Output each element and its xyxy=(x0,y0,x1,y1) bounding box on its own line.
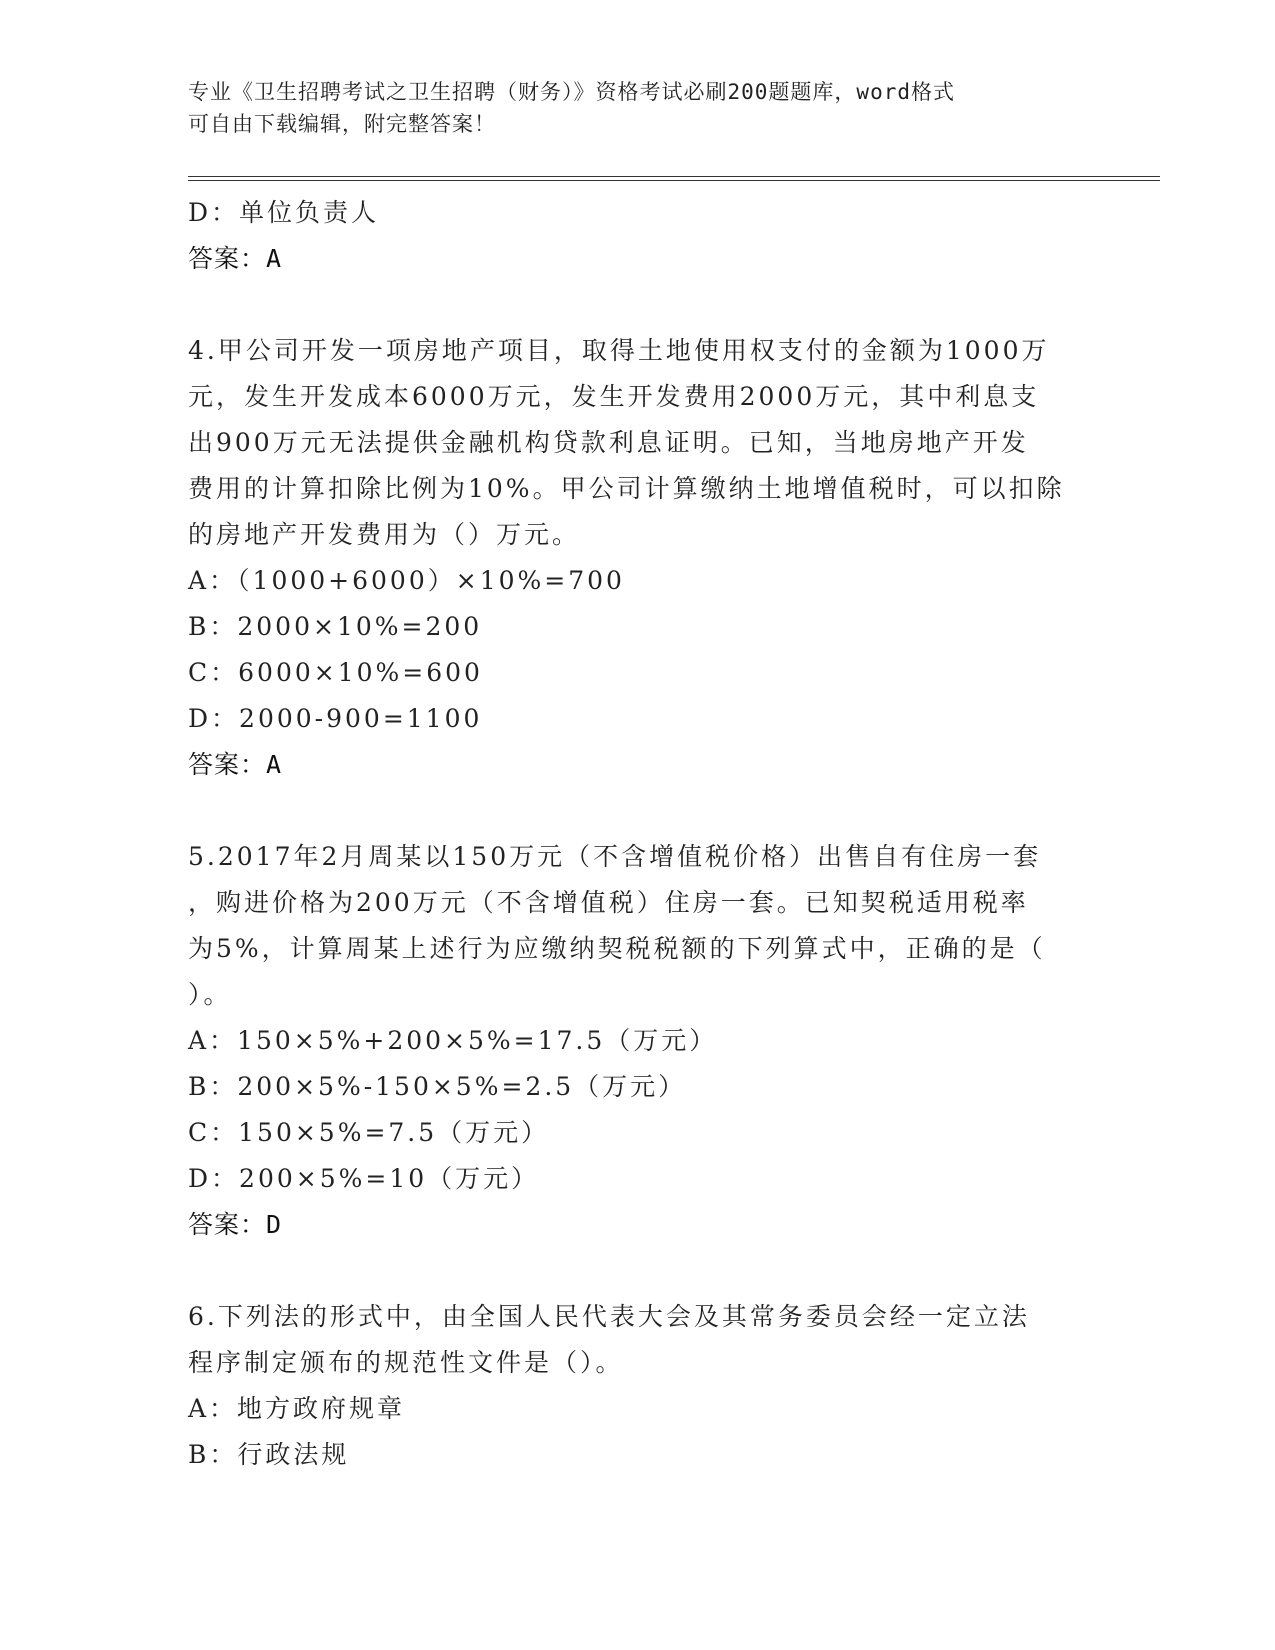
document-body xyxy=(188,190,1088,1478)
question-5-option-b: B：200×5%-150×5%=2.5（万元） xyxy=(188,1072,687,1101)
question-5-option-d: D：200×5%=10（万元） xyxy=(188,1164,540,1193)
question-4-text-line: 出900万元无法提供金融机构贷款利息证明。已知，当地房地产开发 xyxy=(188,428,1029,457)
question-4-text-line: 元，发生开发成本6000万元，发生开发费用2000万元，其中利息支 xyxy=(188,382,1040,411)
question-6-text-line: 程序制定颁布的规范性文件是（）。 xyxy=(188,1348,624,1377)
question-4 xyxy=(188,328,1088,788)
prev-question-option-d: D：单位负责人 xyxy=(188,198,380,227)
question-5-option-a: A：150×5%+200×5%=17.5（万元） xyxy=(188,1026,718,1055)
question-6-option-a: A：地方政府规章 xyxy=(188,1394,406,1423)
question-4-option-a: A：（1000+6000）×10%=700 xyxy=(188,566,625,595)
question-4-text-line: 4.甲公司开发一项房地产项目，取得土地使用权支付的金额为1000万 xyxy=(188,336,1050,365)
question-6-option-b: B：行政法规 xyxy=(188,1440,350,1469)
question-6 xyxy=(188,1294,1088,1478)
question-5-text-line: 5.2017年2月周某以150万元（不含增值税价格）出售自有住房一套 xyxy=(188,842,1042,871)
header-divider xyxy=(188,176,1160,182)
question-5-text-line: ，购进价格为200万元（不含增值税）住房一套。已知契税适用税率 xyxy=(188,888,1029,917)
prev-question-answer: 答案：A xyxy=(188,244,283,273)
question-4-answer: 答案：A xyxy=(188,750,283,779)
question-4-option-c: C：6000×10%=600 xyxy=(188,658,483,687)
question-4-text-line: 费用的计算扣除比例为10%。甲公司计算缴纳土地增值税时，可以扣除 xyxy=(188,474,1065,503)
question-5-answer: 答案：D xyxy=(188,1210,283,1239)
question-5-text-line: 为5%，计算周某上述行为应缴纳契税税额的下列算式中，正确的是（ xyxy=(188,934,1046,963)
question-5-option-c: C：150×5%=7.5（万元） xyxy=(188,1118,550,1147)
header-title-line-1: 专业《卫生招聘考试之卫生招聘（财务）》资格考试必刷200题题库，word格式 xyxy=(188,80,955,104)
question-4-text-line: 的房地产开发费用为（）万元。 xyxy=(188,520,581,549)
question-5 xyxy=(188,834,1088,1248)
question-5-text-line: ）。 xyxy=(188,980,232,1009)
header-title-line-2: 可自由下载编辑，附完整答案！ xyxy=(188,112,496,136)
page-header xyxy=(188,76,1088,140)
question-6-text-line: 6.下列法的形式中，由全国人民代表大会及其常务委员会经一定立法 xyxy=(188,1302,1030,1331)
question-4-option-d: D：2000-900=1100 xyxy=(188,704,483,733)
question-4-option-b: B：2000×10%=200 xyxy=(188,612,483,641)
